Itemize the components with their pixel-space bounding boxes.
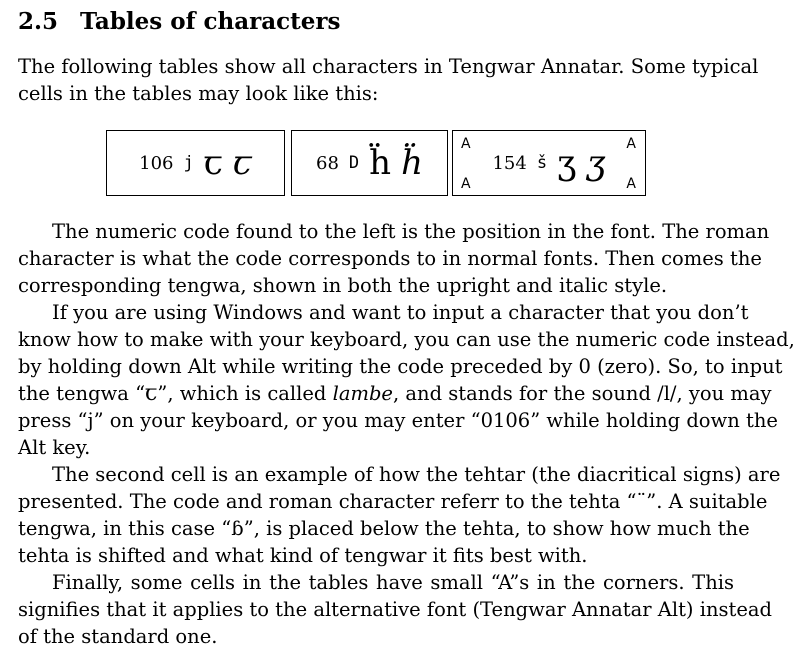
corner-marker: A	[461, 176, 471, 192]
text-line: Alt key.	[18, 436, 91, 459]
text-line: corresponding tengwa, shown in both the upright and italic style.	[18, 274, 668, 297]
section-heading	[18, 8, 340, 35]
text-line: Finally, some cells in the tables have small “A”s in the corners. This	[52, 571, 734, 594]
cell-glyph-upright: ꞇ	[203, 143, 223, 183]
text-run: the tengwa “	[18, 382, 146, 405]
paragraph-3	[18, 461, 781, 569]
text-line	[18, 488, 768, 515]
text-line: If you are using Windows and want to input a character that you don’t	[52, 301, 749, 324]
cell-roman: D	[348, 153, 360, 173]
text-line	[18, 515, 750, 542]
cell-glyph-italic: ꞇ	[232, 143, 252, 183]
paragraph-1	[18, 218, 770, 299]
section-number: 2.5	[18, 8, 59, 35]
emphasis-lambe: lambe	[332, 382, 393, 405]
cell-code: 106	[139, 152, 174, 174]
cell-glyph-italic: ḧ	[401, 143, 423, 183]
inline-tengwa-glyph: ɓ	[231, 517, 244, 540]
text-run: ”, is placed below the tehta, to show how much the	[243, 517, 750, 540]
inline-tehta-glyph: ¨	[636, 490, 647, 513]
text-run: presented. The code and roman character referr to the tehta “	[18, 490, 637, 513]
paragraph-4	[18, 569, 773, 650]
text-line: of the standard one.	[18, 625, 218, 648]
text-run: tengwa, in this case “	[18, 517, 232, 540]
section-title: Tables of characters	[80, 8, 341, 35]
intro-paragraph	[18, 53, 759, 107]
text-run: , and stands for the sound /l/, you may	[392, 382, 772, 405]
text-run: ”. A suitable	[646, 490, 768, 513]
text-line: by holding down Alt while writing the code preceded by 0 (zero). So, to input	[18, 355, 783, 378]
text-line: The second cell is an example of how the tehtar (the diacritical signs) are	[52, 463, 781, 486]
text-line: The following tables show all characters in Tengwar Annatar. Some typical	[18, 55, 759, 78]
cell-glyph-upright: ḧ	[369, 143, 392, 183]
text-line	[18, 380, 772, 407]
example-cell-lambe	[106, 130, 285, 196]
text-line: The numeric code found to the left is the position in the font. The roman	[52, 220, 770, 243]
example-cell-tehta	[291, 130, 448, 196]
inline-tengwa-glyph: ꞇ	[145, 381, 158, 406]
text-line: press “j” on your keyboard, or you may enter “0106” while holding down the	[18, 409, 778, 432]
corner-marker: A	[626, 176, 636, 192]
cell-code: 154	[492, 152, 527, 174]
cell-glyph-italic: ʒ	[586, 143, 606, 183]
text-line: know how to make with your keyboard, you can use the numeric code instead,	[18, 328, 795, 351]
corner-marker: A	[626, 136, 636, 152]
corner-marker: A	[461, 136, 471, 152]
example-cell-alternative	[452, 130, 646, 196]
text-line: character is what the code corresponds to in normal fonts. Then comes the	[18, 247, 762, 270]
cell-code: 68	[316, 152, 339, 174]
cell-glyph-upright: ʒ	[557, 143, 577, 183]
text-run: ”, which is called	[157, 382, 333, 405]
paragraph-2	[18, 299, 795, 461]
cell-roman: j	[183, 153, 194, 173]
text-line: signifies that it applies to the alternative font (Tengwar Annatar Alt) instead	[18, 598, 773, 621]
cell-roman: š	[536, 153, 548, 173]
text-line: tehta is shifted and what kind of tengwar it fits best with.	[18, 544, 588, 567]
text-line: cells in the tables may look like this:	[18, 82, 379, 105]
